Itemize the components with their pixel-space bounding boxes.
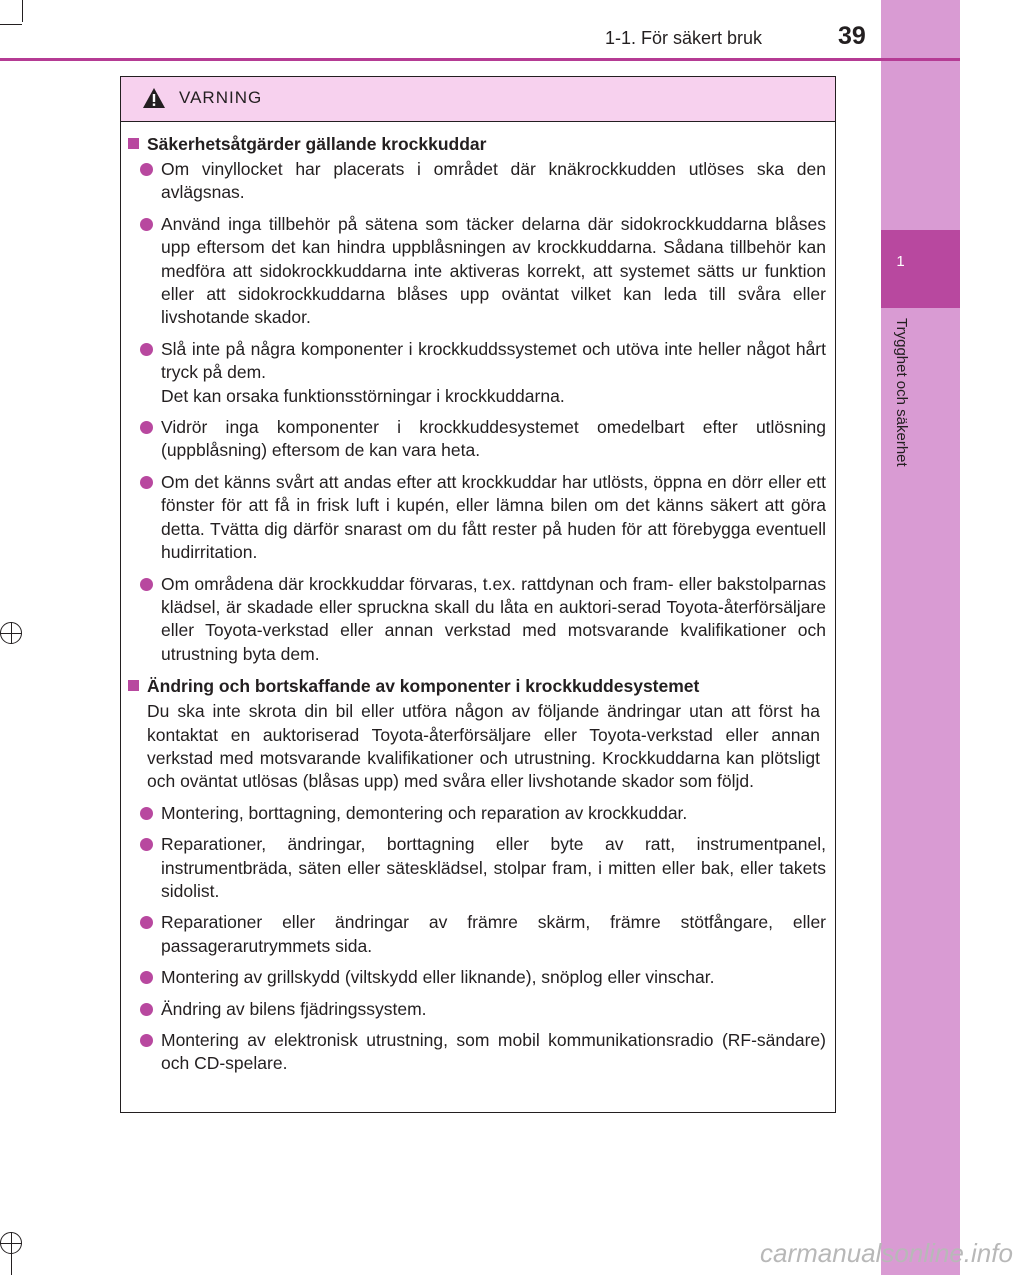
warning-header	[121, 77, 835, 122]
bullet-icon	[140, 916, 153, 929]
square-bullet-icon	[128, 138, 139, 149]
bullet-icon	[140, 807, 153, 820]
square-bullet-icon	[128, 680, 139, 691]
list-item: Montering av grillskydd (viltskydd eller liknande), snöplog eller vinschar.	[121, 966, 834, 989]
chapter-title: Trygghet och säkerhet	[893, 318, 910, 467]
bullet-icon	[140, 1034, 153, 1047]
warning-triangle-icon	[142, 87, 166, 109]
bullet-icon	[140, 1003, 153, 1016]
list-item: Ändring av bilens fjädringssystem.	[121, 998, 834, 1021]
header-rule	[0, 58, 960, 61]
list-item: Om områdena där krockkuddar förvaras, t.ex. rattdynan och fram- eller bakstolparnas klädsel, är skadade eller spruckna skall du låta en auktori-serad Toyota-återförsäljare eller Toyota-verkstad eller annan verkstad med motsvarande kvalifikationer och utrustning byta dem.	[121, 573, 834, 667]
heading-text: Ändring och bortskaffande av komponenter i krockkuddesystemet	[147, 676, 700, 697]
section-title: 1-1. För säkert bruk	[605, 28, 763, 48]
list-item: Reparationer eller ändringar av främre skärm, främre stötfångare, eller passagerarutrymmets sida.	[121, 911, 834, 958]
bullet-icon	[140, 421, 153, 434]
bullet-icon	[140, 163, 153, 176]
list-item: Reparationer, ändringar, borttagning eller byte av ratt, instrumentpanel, instrumentbräda, säten eller sätesklädsel, stolpar fram, i mitten eller bak, eller takets sidolist.	[121, 833, 834, 903]
list-item: Montering av elektronisk utrustning, som mobil kommunikationsradio (RF-sändare) och CD-spelare.	[121, 1029, 834, 1076]
list-item: Montering, borttagning, demontering och reparation av krockkuddar.	[121, 802, 834, 825]
chapter-side-tab	[881, 0, 960, 1275]
watermark: carmanualsonline.info	[760, 1238, 1013, 1268]
bullet-icon	[140, 838, 153, 851]
warning-content	[121, 132, 834, 1084]
section-paragraph: Du ska inte skrota din bil eller utföra någon av följande ändringar utan att först ha kontaktat en auktoriserad Toyota-återförsäljare eller Toyota-verkstad eller annan verkstad med motsvarande kvalifikationer och utrustning. Krockkuddarna kan plötsligt och oväntat utlösas (blåsas upp) med svåra eller livshotande skador som följd.	[147, 701, 820, 792]
section-heading	[121, 674, 834, 698]
list-item: Använd inga tillbehör på sätena som täcker delarna där sidokrockkuddarna blåses upp eftersom det kan hindra uppblåsningen av krockkuddarna. Sådana tillbehör kan medföra att sidokrockkuddarna inte aktiveras korrekt, att systemet sätts ur funktion eller att sidokrockkuddarna blåses upp oväntat vilket kan leda till svåra eller livshotande skador.	[121, 213, 834, 330]
list-item: Om det känns svårt att andas efter att krockkuddar har utlösts, öppna en dörr eller ett fönster för att få in frisk luft i kupén, eller lämna bilen om det känns säkert att göra detta. Tvätta dig därför snarast om du fått rester på huden för att förebygga eventuell hudirritation.	[121, 471, 834, 565]
bullet-icon	[140, 971, 153, 984]
heading-text: Säkerhetsåtgärder gällande krockkuddar	[147, 134, 487, 154]
bullet-icon	[140, 218, 153, 231]
list-item: Slå inte på några komponenter i krockkuddssystemet och utöva inte heller något hårt tryck på dem. Det kan orsaka funktionsstörningar i krockkuddarna.	[121, 338, 834, 408]
list-item: Vidrör inga komponenter i krockkuddesystemet omedelbart efter utlösning (uppblåsning) eftersom de kan vara heta.	[121, 416, 834, 463]
page-number: 39	[838, 22, 866, 50]
list-item: Om vinyllocket har placerats i området där knäkrockkudden utlöses ska den avlägsnas.	[121, 158, 834, 205]
bullet-icon	[140, 476, 153, 489]
warning-title: VARNING	[179, 88, 263, 107]
section-heading	[121, 132, 834, 156]
bullet-icon	[140, 578, 153, 591]
warning-box	[120, 76, 836, 1113]
bullet-icon	[140, 343, 153, 356]
chapter-number: 1	[896, 253, 905, 270]
